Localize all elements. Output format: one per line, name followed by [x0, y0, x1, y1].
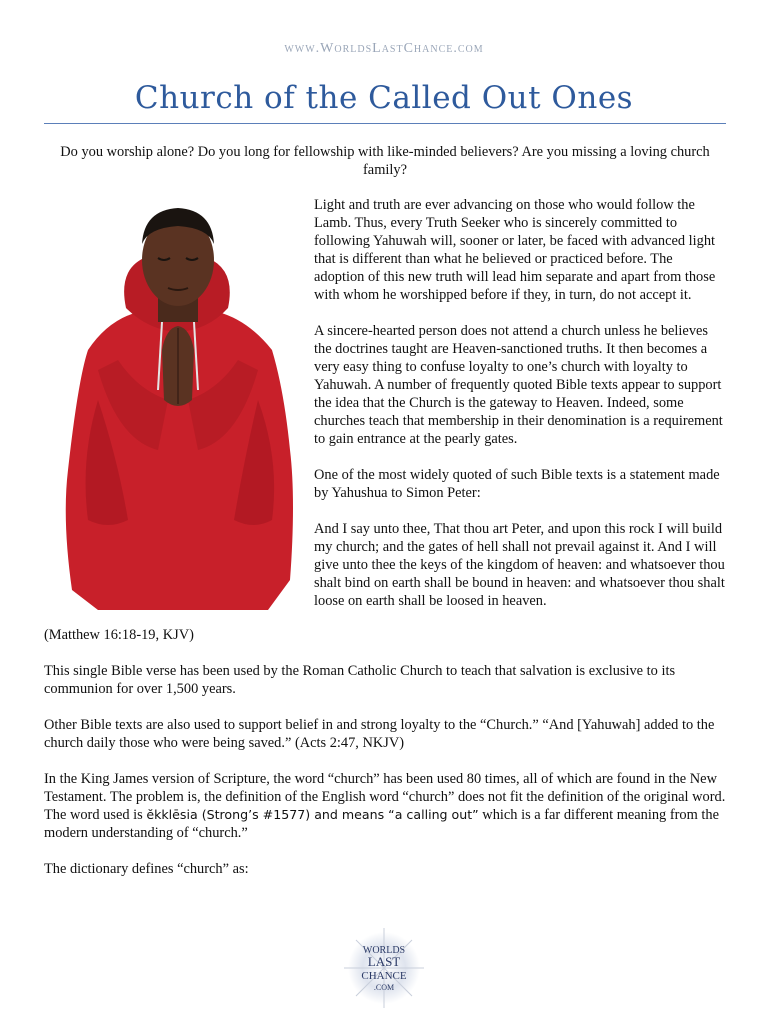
- body-paragraph-2: Other Bible texts are also used to support belief in and strong loyalty to the “Church.” “And [Yahuwah] added to the church daily those who were being saved.” (Acts 2:47, NKJV): [44, 717, 715, 751]
- kjv-text-part2: which is a far different meaning from the modern understanding of “church.”: [44, 807, 719, 841]
- column-paragraph-3: One of the most widely quoted of such Bible texts is a statement made by Yahushua to Simon Peter:: [314, 467, 720, 501]
- column-paragraph-1: Light and truth are ever advancing on those who would follow the Lamb. Thus, every Truth Seeker who is sincerely committed to following Yahuwah will, sooner or later, be faced with advanced light that is different than what he believed or practiced before. The adoption of this new truth will lead him separate and apart from those with whom he worshipped before if they, in turn, do not accept it.: [314, 197, 716, 303]
- column-paragraph-2: A sincere-hearted person does not attend a church unless he believes the doctrines taught are Heaven-sanctioned truths. It then becomes a very easy thing to confuse loyalty to one’s church with loyalty to Yahuwah. A number of frequently quoted Bible texts appear to support the idea that the Church is the gateway to Heaven. Indeed, some churches teach that membership in their denomination is a requirement to gain entrance at the pearly gates.: [314, 323, 723, 447]
- column-text: [314, 196, 726, 610]
- body-paragraph-3: [44, 770, 734, 842]
- greek-word-note: ĕkklēsia (Strong’s #1577) and means “a calling out”: [146, 807, 479, 822]
- praying-man-photo: [58, 200, 298, 610]
- logo-line-3: CHANCE: [361, 970, 407, 982]
- site-url[interactable]: www.WorldsLastChance.com: [284, 41, 484, 56]
- kjv-text-part1: In the King James version of Scripture, the word “church” has been used 80 times, all of which are found in the New Testament. The problem is, the definition of the English word “church” does not fit the definition of the original word. The word used is: [44, 771, 726, 823]
- logo-line-4: .COM: [373, 983, 395, 992]
- dictionary-line: The dictionary defines “church” as:: [44, 861, 249, 877]
- title-divider: [44, 123, 726, 124]
- scripture-quote: And I say unto thee, That thou art Peter, and upon this rock I will build my church; and the gates of hell shall not prevail against it. And I will give unto thee the keys of the kingdom of heaven: and whatsoever thou shalt bind on earth shall be bound in heaven: and whatsoever thou shalt loose on earth shall be loosed in heaven.: [314, 521, 725, 609]
- scripture-citation: (Matthew 16:18-19, KJV): [44, 627, 194, 643]
- worlds-last-chance-logo[interactable]: [342, 928, 426, 1008]
- logo-line-2: LAST: [367, 954, 401, 969]
- page-title: Church of the Called Out Ones: [134, 80, 634, 116]
- intro-paragraph: Do you worship alone? Do you long for fellowship with like-minded believers? Are you missing a loving church family?: [60, 144, 710, 178]
- body-paragraph-1: This single Bible verse has been used by the Roman Catholic Church to teach that salvation is exclusive to its communion for over 1,500 years.: [44, 663, 676, 697]
- logo-line-1: WORLDS: [362, 945, 406, 956]
